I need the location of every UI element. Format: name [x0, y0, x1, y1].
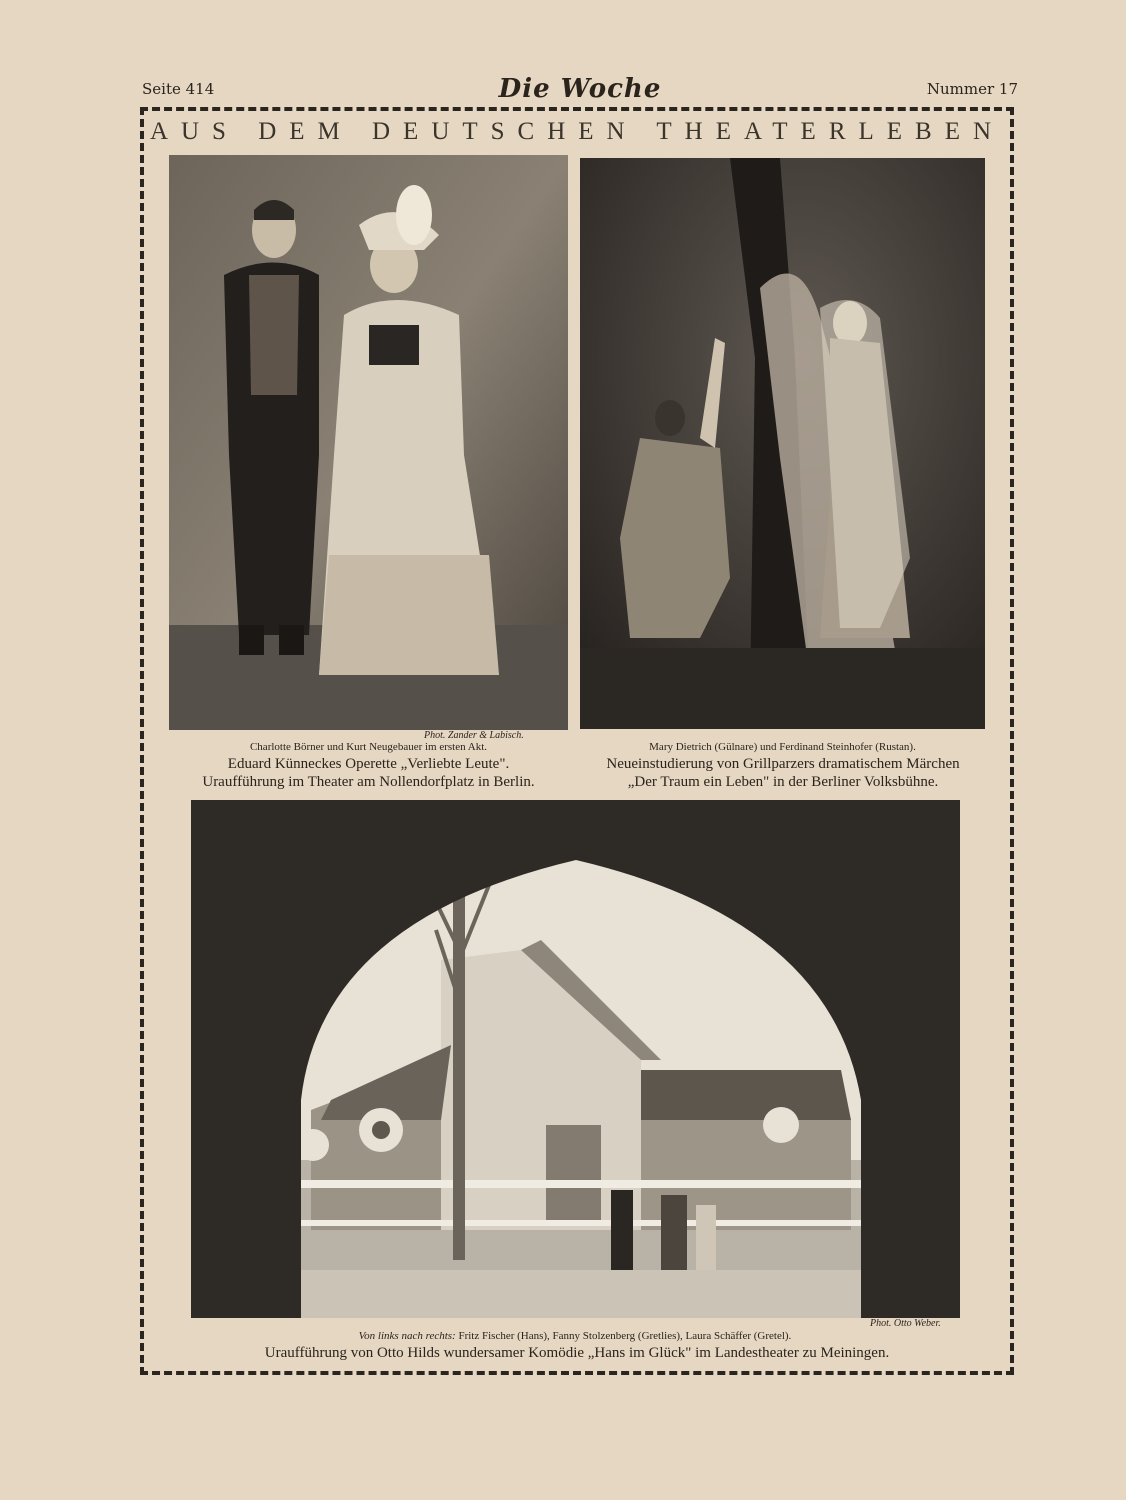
- photo-operetta-couple: [169, 155, 568, 730]
- caption-bottom-names: Fritz Fischer (Hans), Fanny Stolzenberg (Gretlies), Laura Schäffer (Gretel).: [458, 1330, 792, 1342]
- issue-number: Nummer 17: [926, 80, 1018, 98]
- caption-left-title: Eduard Künneckes Operette „Verliebte Leute".: [227, 756, 510, 772]
- caption-bottom-lead: Von links nach rechts:: [358, 1330, 456, 1342]
- photo-credit-left: Phot. Zander & Labisch.: [424, 730, 524, 741]
- caption-right-cast: Mary Dietrich (Gülnare) und Ferdinand Steinhofer (Rustan).: [649, 741, 916, 753]
- caption-right-title: Neueinstudierung von Grillparzers dramatischem Märchen: [606, 756, 960, 772]
- photo-credit-bottom: Phot. Otto Weber.: [870, 1318, 941, 1329]
- masthead: Die Woche: [498, 74, 662, 104]
- caption-right-venue: „Der Traum ein Leben" in der Berliner Volksbühne.: [627, 774, 939, 790]
- page-header: [142, 74, 1018, 104]
- caption-bottom-cast: [180, 1330, 970, 1342]
- photo-stage-set: [191, 800, 960, 1318]
- section-title: AUS DEM DEUTSCHEN THEATERLEBEN: [149, 118, 1005, 145]
- page-number: Seite 414: [142, 80, 215, 98]
- caption-left-venue: Uraufführung im Theater am Nollendorfplatz in Berlin.: [202, 774, 535, 790]
- caption-left-cast: Charlotte Börner und Kurt Neugebauer im ersten Akt.: [249, 741, 488, 753]
- photo-fairy-tale-scene: [580, 158, 985, 729]
- caption-bottom-title: Uraufführung von Otto Hilds wundersamer Komödie „Hans im Glück" im Landestheater zu Meiningen.: [264, 1345, 890, 1361]
